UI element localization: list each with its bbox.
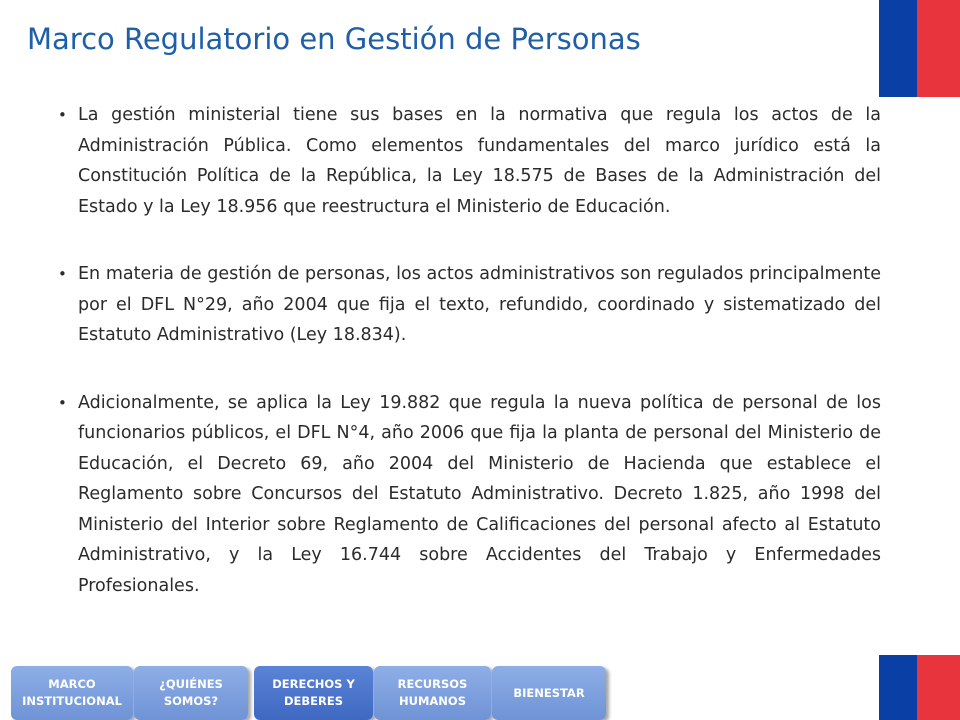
bullet-icon: • [58, 106, 67, 124]
flag-decoration-bottom [879, 655, 960, 720]
nav-button-marco-institucional[interactable] [11, 666, 133, 720]
bullet-icon: • [58, 393, 67, 412]
list-item [58, 100, 881, 222]
nav-button-recursos-humanos[interactable] [374, 666, 491, 720]
bullet-icon: • [58, 265, 67, 283]
nav-button-label: MARCO INSTITUCIONAL [22, 677, 122, 708]
nav-button-label: RECURSOS HUMANOS [397, 677, 468, 708]
bullet-text: Adicionalmente, se aplica la Ley 19.882 que regula la nueva política de personal de los funcionarios públicos, el DFL N°4, año 2006 que fija la planta de personal del Ministerio de Educación, el Decreto 69, año 2004 del Ministerio de Hacienda que establece el Reglamento sobre Concursos del Estatuto Administrativo. Decreto 1.825, año 1998 del Ministerio del Interior sobre Reglamento de Calificaciones del personal afecto al Estatuto Administrativo, y la Ley 16.744 sobre Accidentes del Trabajo y Enfermedades Profesionales. [78, 392, 881, 596]
nav-button-quienes-somos[interactable] [134, 666, 248, 720]
nav-button-bienestar[interactable] [492, 666, 606, 720]
nav-button-label: DERECHOS Y DEBERES [272, 677, 355, 708]
flag-blue-stripe [879, 0, 917, 97]
nav-button-label: BIENESTAR [513, 685, 585, 700]
nav-button-derechos-deberes[interactable] [254, 666, 373, 720]
list-item [58, 388, 881, 602]
flag-red-stripe [917, 655, 960, 720]
list-item [58, 259, 881, 351]
flag-decoration-top [879, 0, 960, 97]
nav-button-label: ¿QUIÉNES SOMOS? [159, 677, 223, 708]
content-list [58, 100, 881, 638]
flag-blue-stripe [879, 655, 917, 720]
page-title: Marco Regulatorio en Gestión de Personas [27, 22, 641, 56]
bottom-navigation [0, 666, 620, 720]
bullet-text: La gestión ministerial tiene sus bases en la normativa que regula los actos de la Administración Pública. Como elementos fundamentales del marco jurídico está la Constitución Política de la República, la Ley 18.575 de Bases de la Administración del Estado y la Ley 18.956 que reestructura el Ministerio de Educación. [78, 105, 881, 217]
bullet-text: En materia de gestión de personas, los actos administrativos son regulados principalmente por el DFL N°29, año 2004 que fija el texto, refundido, coordinado y sistematizado del Estatuto Administrativo (Ley 18.834). [78, 264, 881, 345]
flag-red-stripe [917, 0, 960, 97]
